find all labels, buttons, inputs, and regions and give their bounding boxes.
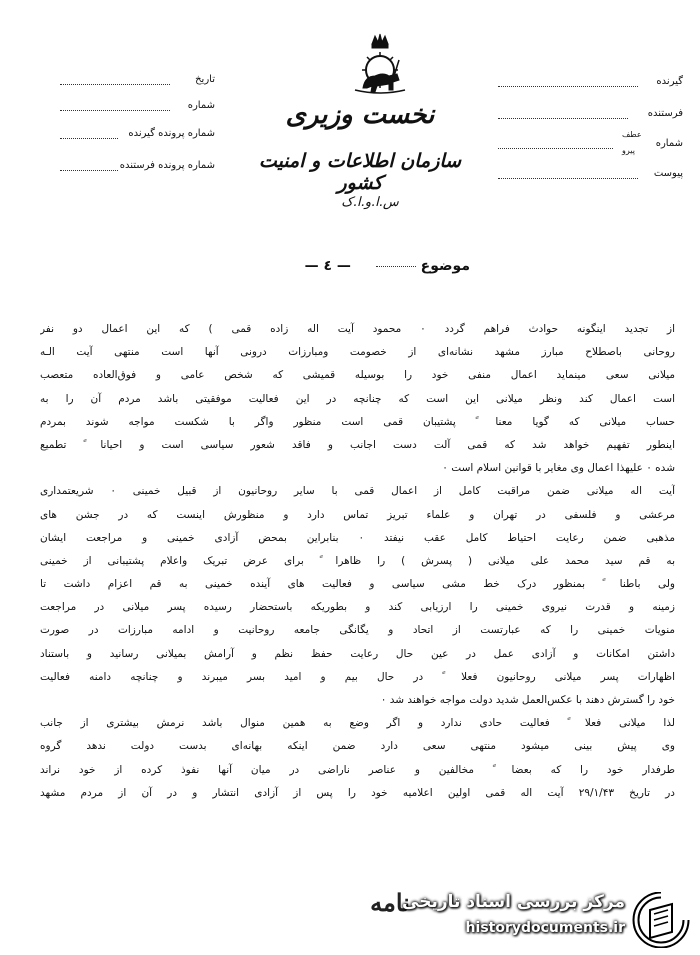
sender-file-label: شماره پرونده فرستنده [119, 160, 215, 171]
number-field-right [498, 138, 683, 156]
body-line: مرعشی و فلسفی در تهران و علماء تبریز تماس دارد و منظورش اینست که در جشن های [40, 508, 675, 521]
recipient-file-field [60, 128, 215, 146]
body-line: است اعمال کند ونظر میلانی این است که چنانچه در این فعالیت موفقیتی باشد مردم آن را به [40, 392, 675, 405]
recipient-field [498, 76, 683, 94]
page-number: — ٤ — [304, 258, 351, 274]
number-label-right: شماره [655, 138, 683, 149]
body-line: خود را گسترش دهند با عکس‌العمل شدید دولت مواجه خواهند شد ۰ [380, 694, 675, 706]
body-line: روحانی باصطلاح مبارز مشهد نشانه‌ای از خصومت ومبارزات درونی آنها است منتهی آیت الـه [40, 346, 675, 359]
body-line: میلانی سعی مینماید اعمال منفی خود را بوسیله قمیشی که شخص عامی و فوق‌العاده متعصب [40, 369, 675, 382]
body-line: اظهارات پسر میلانی روحانیون فعلا ً در حال بیم و امید بسر میبرند و چنانچه دامنه فعالیت [40, 670, 675, 683]
body-line: لذا میلانی فعلا ً فعالیت حادی ندارد و اگر وضع به همین منوال باشد نرمش بیشتری از جانب [40, 717, 675, 730]
subject-dotted-line [376, 266, 416, 267]
sender-file-dotted-line [60, 170, 118, 171]
date-label: تاریخ [195, 74, 215, 85]
sender-file-field [60, 160, 215, 178]
enclosure-field [498, 168, 683, 186]
watermark [402, 890, 695, 950]
body-line: زمینه و قدرت نیروی خمینی را ارزیابی کند و بطوریکه باستحضار رسیده پسر میلانی در مراجعت [40, 601, 675, 614]
recipient-label: گیرنده [656, 76, 683, 87]
enclosure-dotted-line [498, 178, 638, 179]
attached-label: عطف [622, 130, 642, 139]
following-label: پیرو [622, 146, 635, 155]
sender-label: فرستنده [647, 108, 683, 119]
body-line: حساب میلانی که گویا معنا ً پشتیبان قمی است منظور واگر با شکست مواجه شوند بمردم [40, 415, 675, 428]
recipient-dotted-line [498, 86, 638, 87]
body-line: در تاریخ ۲۹/۱/۴۳ آیت اله قمی اولین اعلامیه خود را پس از آزادی انتشار و در آن از مردم مشهد [40, 786, 675, 799]
body-line: منویات خمینی را که عبارتست از اتحاد و یگانگی جامعه روحانیت و ادامه مبارزات در صورت [40, 624, 675, 637]
body-line: شده ۰ علیهذا اعمال وی مغایر با قوانین اسلام است ۰ [442, 462, 675, 475]
watermark-text-fa: مرکز بررسی اسناد تاریخی [402, 892, 625, 912]
body-line: آیت اله میلانی ضمن مراقبت کامل از اعمال قمی با سایر روحانیون از قبیل خمینی ۰ شریعتمداری [40, 485, 675, 498]
watermark-text-en: historydocuments.ir [465, 920, 625, 936]
signature-stamp: نامه [370, 888, 410, 917]
body-line: وی پیش بینی میشود منتهی سعی دارد ضمن اینکه بهانه‌ای بدست دولت ندهد گروه [40, 740, 675, 753]
subject-label: موضوع [420, 258, 470, 274]
body-line: طرفدار خود را که بعضا ً مخالفین و عناصر ناراضی در میان آنها نفوذ کرده از خود نراند [40, 763, 675, 776]
enclosure-label: پیوست [653, 168, 683, 179]
subject-line [210, 258, 470, 282]
letterhead-subtitle: سازمان اطلاعات و امنیت کشور [258, 150, 462, 194]
number-field-left [60, 100, 215, 118]
document-body [40, 318, 675, 805]
date-field [60, 74, 215, 92]
sender-dotted-line [498, 118, 628, 119]
lion-and-sun-emblem-icon [345, 30, 415, 100]
number-dotted-line-right [498, 148, 613, 149]
number-dotted-line-left [60, 110, 170, 111]
letterhead-title: نخست وزیری [285, 100, 435, 130]
body-line: ولی باطنا ً بمنظور درک خط مشی سیاسی و فعالیت های آینده خمینی به قم اعزام داشت تا [40, 578, 675, 591]
body-line: مذهبی ضمن رعایت احتیاط کامل عقب نیفتد ۰ بنابراین بمحض آزادی خمینی و مراجعت ایشان [40, 531, 675, 544]
sender-field [498, 108, 683, 126]
number-label-left: شماره [187, 100, 215, 111]
recipient-file-dotted-line [60, 138, 118, 139]
body-line: داشتن امکانات و آزادی عمل در عین حال رعایت حفظ نظم و آرامش بمیلانی رسانید و باستناد [40, 647, 675, 660]
recipient-file-label: شماره پرونده گیرنده [128, 128, 215, 139]
body-line: اینطور تفهیم خواهد شد که قمی آلت دست اجانب و فاقد شعور سیاسی است و احیانا ً تطمیع [40, 438, 675, 451]
date-dotted-line [60, 84, 170, 85]
letterhead-ref-code: س.ا.و.ا.ک [341, 195, 399, 210]
archive-logo-icon [632, 892, 690, 948]
body-line: به قم سید محمد علی میلانی ( پسرش ) را ظاهرا ً برای عرض تبریک واعلام پشتیبانی از خمینی [40, 554, 675, 567]
body-line: از تجدید اینگونه حوادث فراهم گردد ۰ محمود آیت اله زاده قمی ) که این اعمال دو نفر [40, 323, 675, 335]
